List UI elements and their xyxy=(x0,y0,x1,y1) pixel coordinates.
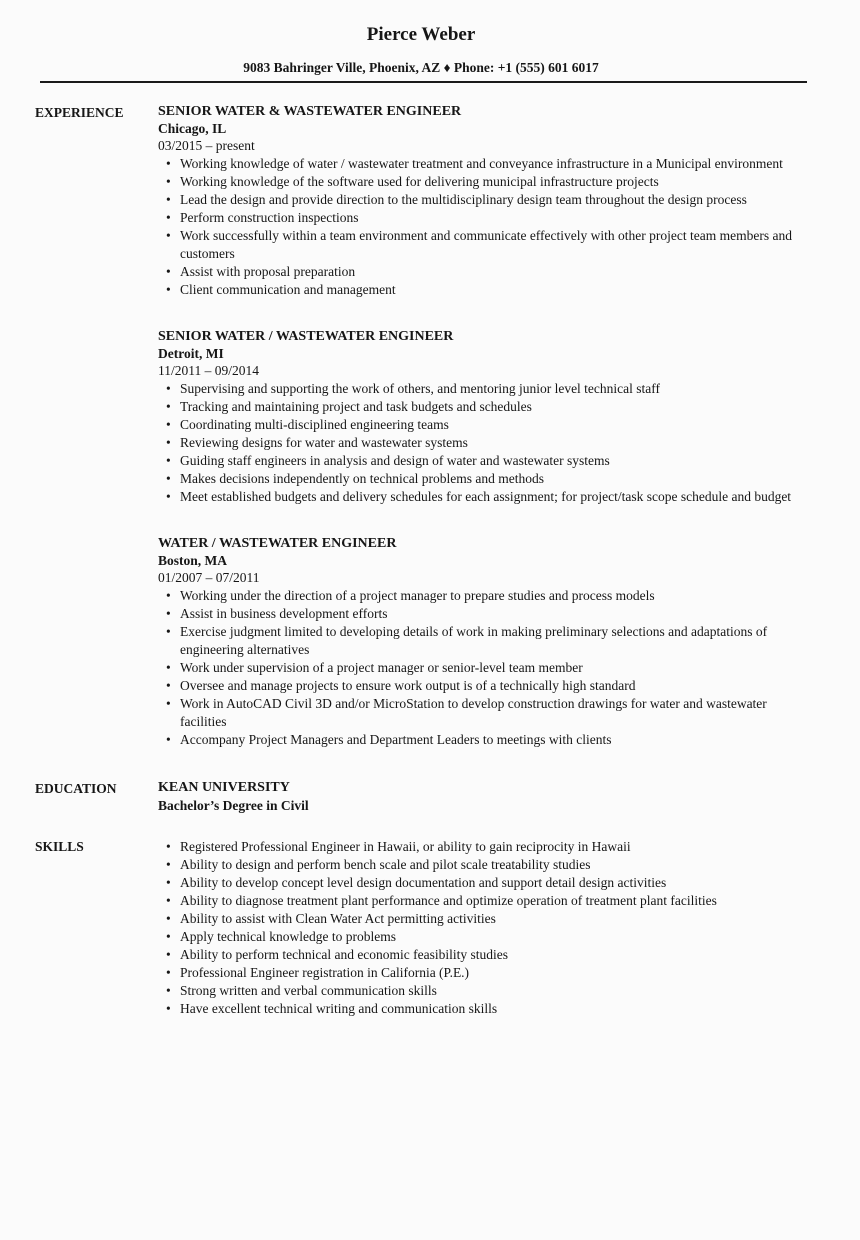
bullet-item: • Meet established budgets and delivery schedules for each assignment; for project/task scope schedule and budget xyxy=(158,488,807,506)
bullet-item: • Have excellent technical writing and communication skills xyxy=(158,1000,807,1018)
section-experience xyxy=(35,103,807,749)
bullet-item: • Accompany Project Managers and Department Leaders to meetings with clients xyxy=(158,731,807,749)
job-title: WATER / WASTEWATER ENGINEER xyxy=(158,536,397,551)
job-dates: 01/2007 – 07/2011 xyxy=(158,570,260,585)
bullet-item: • Guiding staff engineers in analysis and design of water and wastewater systems xyxy=(158,452,807,470)
bullet-item: • Apply technical knowledge to problems xyxy=(158,928,807,946)
job-bullet-list xyxy=(158,380,807,506)
bullet-item: • Work under supervision of a project manager or senior-level team member xyxy=(158,659,807,677)
job-location: Detroit, MI xyxy=(158,346,224,361)
bullet-item: • Exercise judgment limited to developing details of work in making preliminary selections and adaptations of engineering alternatives xyxy=(158,623,807,659)
bullet-item: • Professional Engineer registration in California (P.E.) xyxy=(158,964,807,982)
bullet-item: • Client communication and management xyxy=(158,281,807,299)
bullet-item: • Work successfully within a team environment and communicate effectively with other project team members and customers xyxy=(158,227,807,263)
bullet-item: • Ability to diagnose treatment plant performance and optimize operation of treatment plant facilities xyxy=(158,892,807,910)
bullet-item: • Ability to develop concept level design documentation and support detail design activities xyxy=(158,874,807,892)
bullet-item: • Registered Professional Engineer in Hawaii, or ability to gain reciprocity in Hawaii xyxy=(158,838,807,856)
school-name: KEAN UNIVERSITY xyxy=(158,780,290,795)
experience-content xyxy=(158,103,807,749)
job-bullet-list xyxy=(158,587,807,749)
job-title: SENIOR WATER / WASTEWATER ENGINEER xyxy=(158,329,454,344)
bullet-item: • Supervising and supporting the work of others, and mentoring junior level technical staff xyxy=(158,380,807,398)
job-title: SENIOR WATER & WASTEWATER ENGINEER xyxy=(158,104,462,119)
bullet-item: • Working knowledge of the software used for delivering municipal infrastructure projects xyxy=(158,173,807,191)
section-skills xyxy=(35,837,807,1018)
bullet-item: • Lead the design and provide direction to the multidisciplinary design team throughout the design process xyxy=(158,191,807,209)
section-education xyxy=(35,779,807,815)
degree-name: Bachelor’s Degree in Civil xyxy=(158,798,309,813)
resume-header xyxy=(35,24,807,83)
bullet-item: • Perform construction inspections xyxy=(158,209,807,227)
header-divider xyxy=(40,81,807,83)
bullet-item: • Tracking and maintaining project and task budgets and schedules xyxy=(158,398,807,416)
bullet-item: • Working under the direction of a project manager to prepare studies and process models xyxy=(158,587,807,605)
job-location: Chicago, IL xyxy=(158,121,227,136)
bullet-item: • Ability to assist with Clean Water Act permitting activities xyxy=(158,910,807,928)
bullet-item: • Working knowledge of water / wastewater treatment and conveyance infrastructure in a Municipal environment xyxy=(158,155,807,173)
bullet-item: • Coordinating multi-disciplined engineering teams xyxy=(158,416,807,434)
section-label-experience: EXPERIENCE xyxy=(35,105,124,120)
section-label-skills: SKILLS xyxy=(35,839,84,854)
job-bullet-list xyxy=(158,155,807,299)
job-dates: 11/2011 – 09/2014 xyxy=(158,363,259,378)
job-entry-2 xyxy=(158,328,807,506)
bullet-item: • Makes decisions independently on technical problems and methods xyxy=(158,470,807,488)
bullet-item: • Assist in business development efforts xyxy=(158,605,807,623)
job-entry-3 xyxy=(158,535,807,749)
skills-content xyxy=(158,837,807,1018)
section-label-education: EDUCATION xyxy=(35,781,117,796)
bullet-item: • Ability to perform technical and economic feasibility studies xyxy=(158,946,807,964)
person-name: Pierce Weber xyxy=(366,24,476,45)
job-entry-1 xyxy=(158,103,807,299)
skills-bullet-list xyxy=(158,838,807,1018)
bullet-item: • Work in AutoCAD Civil 3D and/or MicroStation to develop construction drawings for water and wastewater facilities xyxy=(158,695,807,731)
bullet-item: • Oversee and manage projects to ensure work output is of a technically high standard xyxy=(158,677,807,695)
bullet-item: • Assist with proposal preparation xyxy=(158,263,807,281)
bullet-item: • Strong written and verbal communication skills xyxy=(158,982,807,1000)
education-content xyxy=(158,779,807,815)
bullet-item: • Ability to design and perform bench scale and pilot scale treatability studies xyxy=(158,856,807,874)
bullet-item: • Reviewing designs for water and wastewater systems xyxy=(158,434,807,452)
contact-line: 9083 Bahringer Ville, Phoenix, AZ ♦ Phone: +1 (555) 601 6017 xyxy=(243,60,599,75)
job-location: Boston, MA xyxy=(158,553,228,568)
job-dates: 03/2015 – present xyxy=(158,138,255,153)
